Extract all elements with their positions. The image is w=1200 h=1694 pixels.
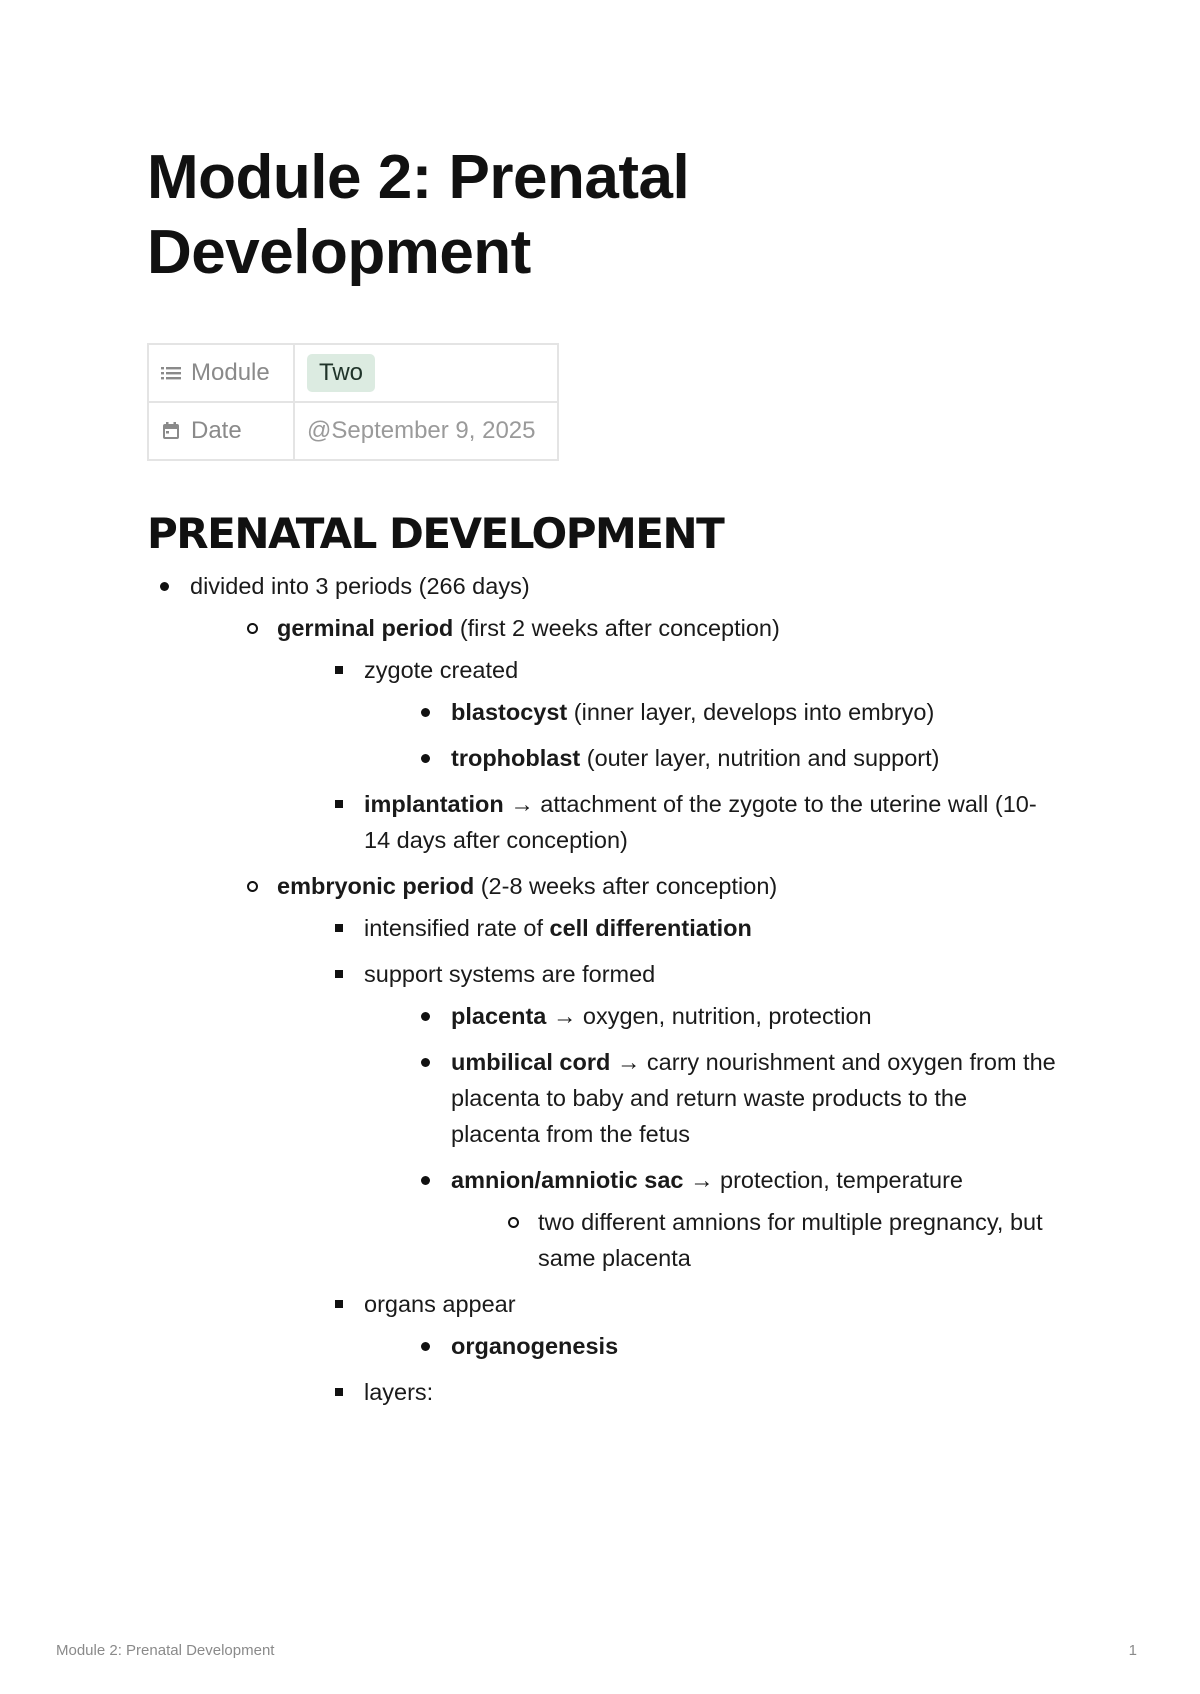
property-value-date[interactable] [294,402,558,460]
list-item-layers [321,1374,1057,1410]
list-item-text [364,786,1057,858]
list-item-text: divided into 3 periods (266 days) [190,573,530,599]
list-item-organs [321,1286,1057,1364]
list-item-differentiation [321,910,1057,946]
list-item-amnions-note [495,1204,1057,1276]
term-description: → protection, temperature [683,1167,963,1193]
list-item-text [451,694,1057,730]
list-item-text [451,998,1057,1034]
list-item-text [451,1328,1057,1364]
page-title-line-1: Module 2: Prenatal [147,143,690,212]
bullet-square-icon [335,1300,343,1308]
term-description: attachment of the zygote to the uterine wall (10-14 days after conception) [364,791,1037,853]
bullet-disc-icon [421,1012,430,1021]
list-item-placenta [408,998,1057,1034]
nested-list [277,652,1057,858]
nested-list [277,910,1057,1410]
bullet-square-icon [335,1388,343,1396]
page-title-line-2: Development [147,218,531,287]
list-item-umbilical [408,1044,1057,1152]
list-item-text [451,1162,1057,1198]
term-bold: amnion/amniotic sac [451,1167,684,1193]
term-prefix: intensified rate of [364,915,550,941]
term-bold: germinal period [277,615,454,641]
properties-table [147,343,559,461]
date-mention[interactable]: @September 9, 2025 [307,417,536,444]
list-item-blastocyst [408,694,1057,730]
list-item-support [321,956,1057,1276]
module-tag[interactable]: Two [307,354,375,392]
property-row-date [148,402,558,460]
bullet-disc-icon [160,582,169,591]
list-item-text: layers: [364,1379,434,1405]
bullet-disc-icon [421,708,430,717]
bullet-disc-icon [421,1176,430,1185]
term-description: (first 2 weeks after conception) [453,615,780,641]
nested-list [364,998,1057,1276]
term-bold: blastocyst [451,699,568,725]
term-bold: umbilical cord [451,1049,611,1075]
list-item-text [451,740,1057,776]
bullet-disc-icon [421,1342,430,1351]
property-label-module: Module [191,359,270,386]
property-value-module[interactable] [294,344,558,402]
footer-title: Module 2: Prenatal Development [56,1642,275,1659]
term-description: → carry nourishment and oxygen from the placenta to baby and return waste products to the placenta from the fetus [451,1049,1056,1147]
list-item-implantation [321,786,1057,858]
term-description: (2-8 weeks after conception) [474,873,778,899]
term-description: (inner layer, develops into embryo) [567,699,935,725]
bullet-circle-icon [508,1217,519,1228]
list-item-text: two different amnions for multiple pregnancy, but same placenta [538,1209,1043,1271]
list-item-trophoblast [408,740,1057,776]
term-bold: cell differentiation [549,915,752,941]
section-heading: PRENATAL DEVELOPMENT [147,509,724,558]
list-item-periods [147,568,1057,1410]
bullet-disc-icon [421,1058,430,1067]
property-label-date: Date [191,417,242,444]
list-item-text: zygote created [364,657,519,683]
page-title [147,140,1057,290]
bullet-square-icon [335,970,343,978]
property-key-date [148,402,294,460]
term-bold: implantation → [364,791,534,817]
property-row-module [148,344,558,402]
term-bold: organogenesis [451,1333,619,1359]
list-item-organogenesis [408,1328,1057,1364]
bullet-square-icon [335,666,343,674]
nested-list [190,610,1057,1410]
outline-list [147,568,1057,1410]
term-bold: embryonic period [277,873,475,899]
page-content [147,140,1057,1420]
bullet-disc-icon [421,754,430,763]
bullet-square-icon [335,800,343,808]
bullet-square-icon [335,924,343,932]
list-item-embryonic [234,868,1057,1410]
list-item-text [451,1044,1057,1152]
bullet-circle-icon [247,623,258,634]
list-item-text [364,910,1057,946]
list-item-text [277,610,1057,646]
list-item-germinal [234,610,1057,858]
list-item-amnion [408,1162,1057,1276]
nested-list [451,1204,1057,1276]
footer-page-number: 1 [1128,1642,1137,1659]
list-item-text: organs appear [364,1291,516,1317]
nested-list [364,1328,1057,1364]
term-bold: trophoblast [451,745,581,771]
calendar-icon [161,422,181,440]
list-item-zygote [321,652,1057,776]
list-item-text: support systems are formed [364,961,656,987]
list-item-text [277,868,1057,904]
nested-list [364,694,1057,776]
term-description: (outer layer, nutrition and support) [580,745,940,771]
term-description: → oxygen, nutrition, protection [546,1003,872,1029]
bullet-circle-icon [247,881,258,892]
term-bold: placenta [451,1003,547,1029]
list-icon [161,364,181,382]
property-key-module [148,344,294,402]
